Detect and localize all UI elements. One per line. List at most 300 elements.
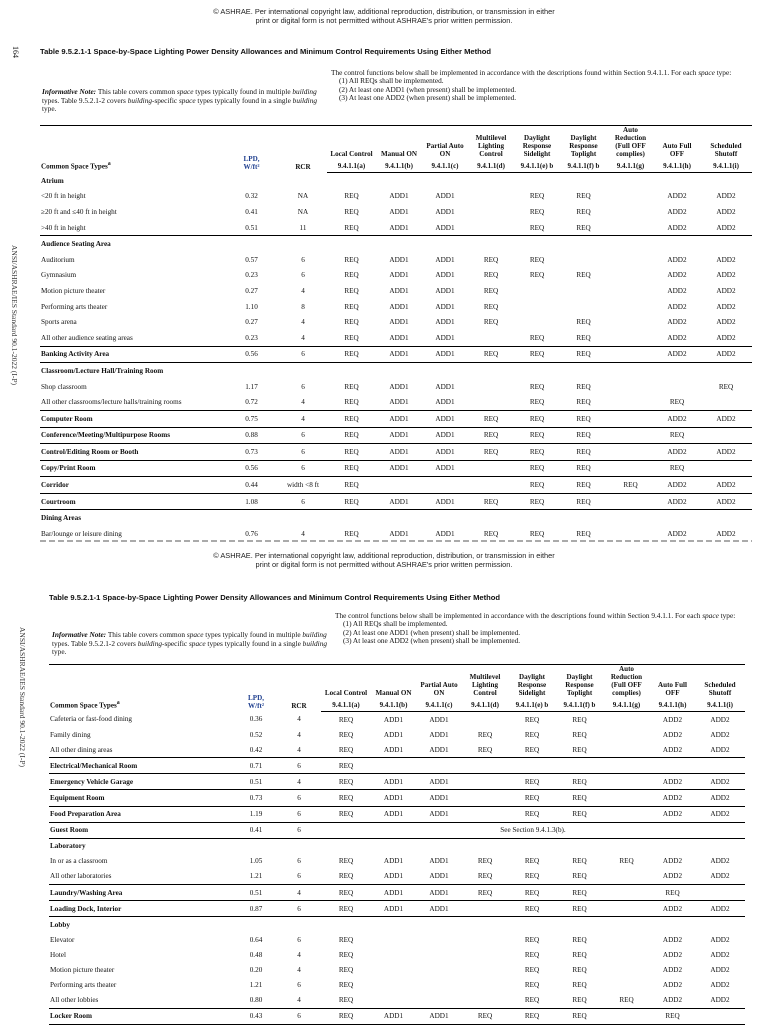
space-type-cell: Hotel <box>50 950 66 959</box>
control-cell: ADD2 <box>650 993 695 1009</box>
control-cell: REQ <box>468 427 514 444</box>
control-cell <box>422 477 468 494</box>
lpd-cell: 0.71 <box>235 758 277 774</box>
control-cell: REQ <box>560 346 607 363</box>
space-type-cell: Emergency Vehicle Garage <box>49 774 235 790</box>
footnote-marker: a <box>107 161 111 168</box>
control-cell: REQ <box>338 715 354 724</box>
control-cell: ADD2 <box>667 286 687 295</box>
control-cell: REQ <box>560 330 607 346</box>
space-type-cell: Lobby <box>50 920 70 929</box>
control-cell: REQ <box>576 318 591 327</box>
control-cell: REQ <box>483 255 499 264</box>
control-cell: REQ <box>321 758 371 774</box>
control-cell <box>462 947 508 962</box>
control-cell: ADD2 <box>716 302 736 311</box>
table-row <box>40 220 752 236</box>
control-cell: ADD1 <box>416 1008 462 1024</box>
control-cell <box>514 173 560 189</box>
rcr-cell: 6 <box>277 806 321 822</box>
control-note-space: space <box>698 68 715 77</box>
space-type-cell: All other classrooms/lecture halls/training rooms <box>40 394 224 410</box>
informative-note-term: building <box>127 95 153 105</box>
column-header-control-name: Multilevel Lighting Control <box>469 673 501 697</box>
control-cell: REQ <box>468 410 514 427</box>
control-cell: ADD1 <box>435 286 455 295</box>
table-row <box>49 774 745 790</box>
control-cell: ADD2 <box>695 901 745 917</box>
control-cell <box>603 932 650 947</box>
control-cell <box>695 1008 745 1024</box>
control-cell <box>607 444 654 461</box>
control-cell: REQ <box>514 330 560 346</box>
space-type-cell: ≥20 ft and ≤40 ft in height <box>41 207 117 216</box>
control-cell: REQ <box>576 382 591 391</box>
control-note-text: The control functions below shall be implemented in accordance with the descriptions found within Section 9.4.1.1. For each <box>331 68 699 77</box>
control-cell: REQ <box>327 493 376 510</box>
control-cell <box>468 460 514 477</box>
informative-note-label: Informative Note: <box>52 630 107 639</box>
copyright-notice <box>0 7 768 25</box>
column-header-control-name: Scheduled Shutoff <box>710 142 742 158</box>
control-cell: ADD2 <box>662 715 683 724</box>
control-cell <box>603 838 650 854</box>
lpd-cell: 0.32 <box>245 192 258 201</box>
control-cell: ADD1 <box>383 730 404 739</box>
rcr-cell: 4 <box>277 774 321 790</box>
control-cell: REQ <box>560 444 607 461</box>
control-cell: REQ <box>607 477 654 494</box>
control-cell: ADD2 <box>654 410 700 427</box>
control-cell: REQ <box>468 444 514 461</box>
column-header-control-name: Manual ON <box>380 150 418 158</box>
lpd-cell: 0.48 <box>249 950 263 959</box>
rcr-cell: 6 <box>301 255 305 264</box>
informative-note-term: building <box>137 638 163 648</box>
control-cell <box>603 806 650 822</box>
lpd-cell: 0.51 <box>235 885 277 901</box>
control-cell: REQ <box>321 993 371 1009</box>
lpd-cell: 1.21 <box>235 869 277 885</box>
table-row <box>40 252 752 268</box>
control-cell: REQ <box>344 286 359 295</box>
lpd-cell: 0.23 <box>245 271 258 280</box>
lighting-power-table-page-2 <box>49 664 745 1025</box>
control-cell <box>695 758 745 774</box>
control-cell: ADD2 <box>710 966 730 975</box>
control-cell <box>376 173 422 189</box>
control-cell: REQ <box>508 742 556 758</box>
table-row <box>49 963 745 978</box>
control-cell: ADD2 <box>654 346 700 363</box>
control-cell: ADD1 <box>422 493 468 510</box>
control-cell <box>607 460 654 477</box>
control-cell: ADD1 <box>416 869 462 885</box>
control-cell: ADD1 <box>376 346 422 363</box>
control-cell <box>371 978 416 993</box>
lpd-cell: 0.56 <box>224 460 279 477</box>
table-row <box>40 427 752 444</box>
control-cell: REQ <box>514 410 560 427</box>
table-row <box>40 460 752 477</box>
control-cell: REQ <box>654 427 700 444</box>
rcr-cell: 4 <box>301 318 305 327</box>
control-cell: REQ <box>483 286 499 295</box>
table-row <box>40 477 752 494</box>
lpd-cell: 0.23 <box>224 330 279 346</box>
control-cell: ADD1 <box>422 444 468 461</box>
lpd-cell: 0.87 <box>235 901 277 917</box>
control-cell <box>468 189 514 205</box>
control-cell: ADD1 <box>371 901 416 917</box>
rcr-cell <box>277 917 321 933</box>
informative-note-text: types typically found in a single <box>195 95 293 105</box>
control-cell: REQ <box>483 271 499 280</box>
control-cell: REQ <box>556 1008 603 1024</box>
control-cell: REQ <box>529 382 545 391</box>
control-cell: ADD2 <box>700 330 752 346</box>
space-type-cell: Cafeteria or fast-food dining <box>50 715 133 724</box>
control-cell: ADD1 <box>435 318 455 327</box>
column-header-control-ref: 9.4.1.1(i) <box>700 160 752 173</box>
control-cell: ADD2 <box>667 192 687 201</box>
informative-note-text: -specific <box>162 638 189 648</box>
control-cell: REQ <box>508 869 556 885</box>
rcr-cell: 4 <box>301 286 305 295</box>
control-cell: REQ <box>514 346 560 363</box>
control-note-item-3: (3) At least one ADD2 (when present) shall be implemented. <box>339 93 517 103</box>
control-cell: ADD2 <box>710 950 730 959</box>
lpd-cell: 1.05 <box>249 857 263 866</box>
control-cell: ADD1 <box>422 220 468 236</box>
column-header-control-ref: 9.4.1.1(a) <box>327 160 376 173</box>
control-cell: REQ <box>321 885 371 901</box>
control-cell: REQ <box>338 950 354 959</box>
control-cell <box>462 993 508 1009</box>
rcr-cell: 4 <box>297 966 301 975</box>
control-cell <box>607 410 654 427</box>
control-cell: ADD2 <box>716 318 736 327</box>
control-cell: REQ <box>462 885 508 901</box>
control-cell: ADD2 <box>700 410 752 427</box>
control-cell <box>468 173 514 189</box>
control-cell <box>650 917 695 933</box>
control-note-text: The control functions below shall be implemented in accordance with the descriptions found within Section 9.4.1.1. For each <box>335 611 703 620</box>
table-row <box>49 885 745 901</box>
lpd-cell: 0.27 <box>245 318 258 327</box>
column-header-control-ref: 9.4.1.1(d) <box>468 160 514 173</box>
control-cell: ADD2 <box>710 715 730 724</box>
space-type-cell: Bar/lounge or leisure dining <box>41 529 122 538</box>
control-cell <box>468 204 514 220</box>
control-cell: REQ <box>338 857 354 866</box>
control-cell: ADD1 <box>435 382 455 391</box>
control-cell <box>422 510 468 526</box>
control-cell: REQ <box>514 460 560 477</box>
control-cell: ADD1 <box>435 255 455 264</box>
control-cell <box>514 236 560 252</box>
copyright-line-1: © ASHRAE. Per international copyright law, additional reproduction, distribution, or transmission in either <box>213 551 555 560</box>
table-row <box>40 299 752 315</box>
control-cell: ADD1 <box>416 790 462 806</box>
control-cell: REQ <box>529 207 545 216</box>
control-cell <box>556 917 603 933</box>
rcr-cell: 6 <box>297 935 301 944</box>
control-cell: ADD2 <box>667 271 687 280</box>
control-cell: REQ <box>556 806 603 822</box>
informative-note-text: types typically found in multiple <box>193 87 293 96</box>
control-cell: REQ <box>327 346 376 363</box>
control-note <box>335 612 745 646</box>
control-note-text-end: type: <box>714 68 732 77</box>
control-cell: REQ <box>576 271 591 280</box>
control-cell <box>560 510 607 526</box>
table-row <box>40 283 752 299</box>
control-cell: ADD2 <box>662 950 683 959</box>
control-cell: REQ <box>576 207 591 216</box>
control-cell: REQ <box>327 410 376 427</box>
informative-note-text: types. Table 9.5.2.1-2 covers <box>42 95 128 105</box>
control-cell: REQ <box>462 869 508 885</box>
control-cell: ADD2 <box>716 271 736 280</box>
control-cell <box>603 885 650 901</box>
lpd-cell: 0.73 <box>235 790 277 806</box>
control-cell: ADD1 <box>371 790 416 806</box>
rcr-cell: 6 <box>277 790 321 806</box>
control-cell: REQ <box>576 192 591 201</box>
control-cell: REQ <box>508 993 556 1009</box>
control-cell: REQ <box>560 410 607 427</box>
control-cell <box>416 838 462 854</box>
page-2 <box>0 545 768 1024</box>
rcr-cell: NA <box>297 192 309 201</box>
table-row <box>40 189 752 205</box>
lpd-cell: 1.19 <box>235 806 277 822</box>
control-cell <box>603 758 650 774</box>
column-header-lpd-label: LPD, <box>243 154 260 163</box>
control-cell: ADD1 <box>376 427 422 444</box>
control-cell <box>462 838 508 854</box>
lpd-cell: 1.08 <box>224 493 279 510</box>
table-row <box>40 330 752 346</box>
table-row <box>40 410 752 427</box>
control-cell <box>508 758 556 774</box>
table-row <box>49 806 745 822</box>
lpd-cell: 0.76 <box>245 529 258 538</box>
space-type-cell: Banking Activity Area <box>40 346 224 363</box>
control-cell: REQ <box>619 857 634 866</box>
lpd-cell: 0.72 <box>224 394 279 410</box>
rcr-cell: 6 <box>279 346 327 363</box>
lpd-cell: 0.41 <box>245 207 258 216</box>
control-cell <box>462 712 508 728</box>
see-section-note: See Section 9.4.1.3(b). <box>321 822 745 838</box>
rcr-cell: width <8 ft <box>279 477 327 494</box>
table-row <box>49 838 745 854</box>
lpd-cell: 0.52 <box>249 730 263 739</box>
control-cell: REQ <box>344 529 359 538</box>
control-cell: REQ <box>338 981 354 990</box>
control-cell <box>514 510 560 526</box>
rcr-cell: 4 <box>297 950 301 959</box>
control-cell <box>603 978 650 993</box>
informative-note-text: types typically found in multiple <box>203 630 303 639</box>
control-cell: REQ <box>556 869 603 885</box>
column-header-control-name: Partial Auto ON <box>420 681 458 697</box>
rcr-cell: 4 <box>297 730 301 739</box>
lpd-cell: 1.10 <box>245 302 258 311</box>
control-cell: ADD1 <box>371 885 416 901</box>
control-cell: ADD1 <box>429 857 449 866</box>
table-row <box>40 444 752 461</box>
table-row <box>40 394 752 410</box>
space-type-cell: Food Preparation Area <box>49 806 235 822</box>
rcr-cell <box>279 236 327 252</box>
control-cell: REQ <box>560 427 607 444</box>
control-cell: ADD1 <box>371 869 416 885</box>
informative-note-term: building <box>292 95 317 105</box>
control-cell: ADD2 <box>710 935 730 944</box>
space-type-cell: >40 ft in height <box>40 220 224 236</box>
control-cell: ADD2 <box>650 869 695 885</box>
control-cell <box>321 838 371 854</box>
control-cell <box>416 758 462 774</box>
control-cell: ADD1 <box>376 220 422 236</box>
control-cell: REQ <box>576 529 591 538</box>
copyright-line-2: print or digital form is not permitted without ASHRAE's prior written permission. <box>255 16 513 25</box>
control-cell: ADD2 <box>695 774 745 790</box>
control-cell: ADD1 <box>422 460 468 477</box>
table-row <box>49 869 745 885</box>
informative-note-term: building <box>302 630 327 639</box>
control-cell: REQ <box>572 857 587 866</box>
control-cell <box>695 885 745 901</box>
control-cell: ADD2 <box>667 302 687 311</box>
rcr-cell: 6 <box>277 901 321 917</box>
control-cell <box>416 947 462 962</box>
control-cell <box>603 963 650 978</box>
rcr-cell: 6 <box>277 758 321 774</box>
control-cell <box>371 932 416 947</box>
space-type-cell: Performing arts theater <box>50 981 117 990</box>
space-type-cell: Sports arena <box>41 318 77 327</box>
control-cell: ADD1 <box>416 774 462 790</box>
space-type-cell: Guest Room <box>49 822 235 838</box>
control-cell: REQ <box>338 730 354 739</box>
control-cell <box>654 173 700 189</box>
control-cell: REQ <box>718 382 734 391</box>
space-type-cell: Dining Areas <box>41 514 82 523</box>
space-type-cell: Laboratory <box>50 842 86 851</box>
control-note-item-1: (1) All REQs shall be implemented. <box>343 619 448 629</box>
control-cell <box>462 806 508 822</box>
control-cell <box>603 947 650 962</box>
control-cell <box>650 838 695 854</box>
control-cell: REQ <box>321 1008 371 1024</box>
control-cell <box>700 173 752 189</box>
control-cell: REQ <box>477 857 493 866</box>
lpd-cell: 0.51 <box>224 220 279 236</box>
table-row <box>49 854 745 869</box>
control-cell <box>607 189 654 205</box>
control-cell <box>514 363 560 379</box>
control-cell <box>327 173 376 189</box>
control-cell: ADD2 <box>716 192 736 201</box>
space-type-cell: In or as a classroom <box>50 857 108 866</box>
control-cell <box>462 963 508 978</box>
control-cell: ADD1 <box>429 730 449 739</box>
control-cell: REQ <box>654 394 700 410</box>
control-cell: ADD1 <box>422 330 468 346</box>
control-cell: REQ <box>321 774 371 790</box>
control-cell <box>700 460 752 477</box>
control-cell <box>371 963 416 978</box>
space-type-cell: Motion picture theater <box>41 286 106 295</box>
control-cell <box>514 299 560 315</box>
control-cell: ADD1 <box>376 493 422 510</box>
control-cell <box>468 477 514 494</box>
control-cell <box>695 917 745 933</box>
control-cell: ADD2 <box>716 207 736 216</box>
space-type-cell: Conference/Meeting/Multipurpose Rooms <box>40 427 224 444</box>
control-cell: ADD1 <box>435 271 455 280</box>
control-cell: ADD1 <box>435 302 455 311</box>
control-cell <box>416 978 462 993</box>
column-header-control-name: Auto Reduction (Full OFF complies) <box>614 126 647 158</box>
control-cell <box>376 236 422 252</box>
control-cell: REQ <box>524 857 540 866</box>
control-cell: ADD2 <box>716 286 736 295</box>
lighting-power-table-page-1 <box>40 125 752 542</box>
space-type-cell: <20 ft in height <box>41 192 86 201</box>
rcr-cell: 6 <box>279 493 327 510</box>
control-cell: REQ <box>650 885 695 901</box>
control-cell: REQ <box>560 220 607 236</box>
copyright-line-1: © ASHRAE. Per international copyright law, additional reproduction, distribution, or transmission in either <box>213 7 555 16</box>
lpd-cell: 0.64 <box>249 935 263 944</box>
control-cell <box>462 978 508 993</box>
control-cell <box>422 173 468 189</box>
control-cell: REQ <box>344 207 359 216</box>
control-cell: REQ <box>327 444 376 461</box>
lpd-cell <box>224 510 279 526</box>
control-cell: REQ <box>327 330 376 346</box>
control-cell <box>416 932 462 947</box>
control-cell: REQ <box>572 981 587 990</box>
space-type-cell: Computer Room <box>40 410 224 427</box>
control-cell: REQ <box>556 901 603 917</box>
control-cell: ADD2 <box>695 993 745 1009</box>
control-cell <box>560 299 607 315</box>
table-row <box>49 822 745 838</box>
control-cell: ADD2 <box>650 774 695 790</box>
control-cell: ADD1 <box>371 1008 416 1024</box>
control-cell <box>607 252 654 268</box>
control-cell <box>376 477 422 494</box>
control-cell: ADD1 <box>376 410 422 427</box>
informative-note-term: building <box>302 638 327 648</box>
control-cell: REQ <box>556 885 603 901</box>
control-cell: ADD1 <box>422 410 468 427</box>
standard-side-label: ANSI/ASHRAE/IES Standard 90.1-2022 (I-P) <box>18 627 27 767</box>
informative-note-text: types typically found in a single <box>205 638 303 648</box>
control-cell: ADD1 <box>422 427 468 444</box>
page-number: 164 <box>11 46 20 58</box>
table-row <box>49 932 745 947</box>
control-cell: ADD1 <box>389 207 409 216</box>
column-header-space-type-label: Common Space Types <box>50 701 117 710</box>
table-row <box>40 236 752 252</box>
